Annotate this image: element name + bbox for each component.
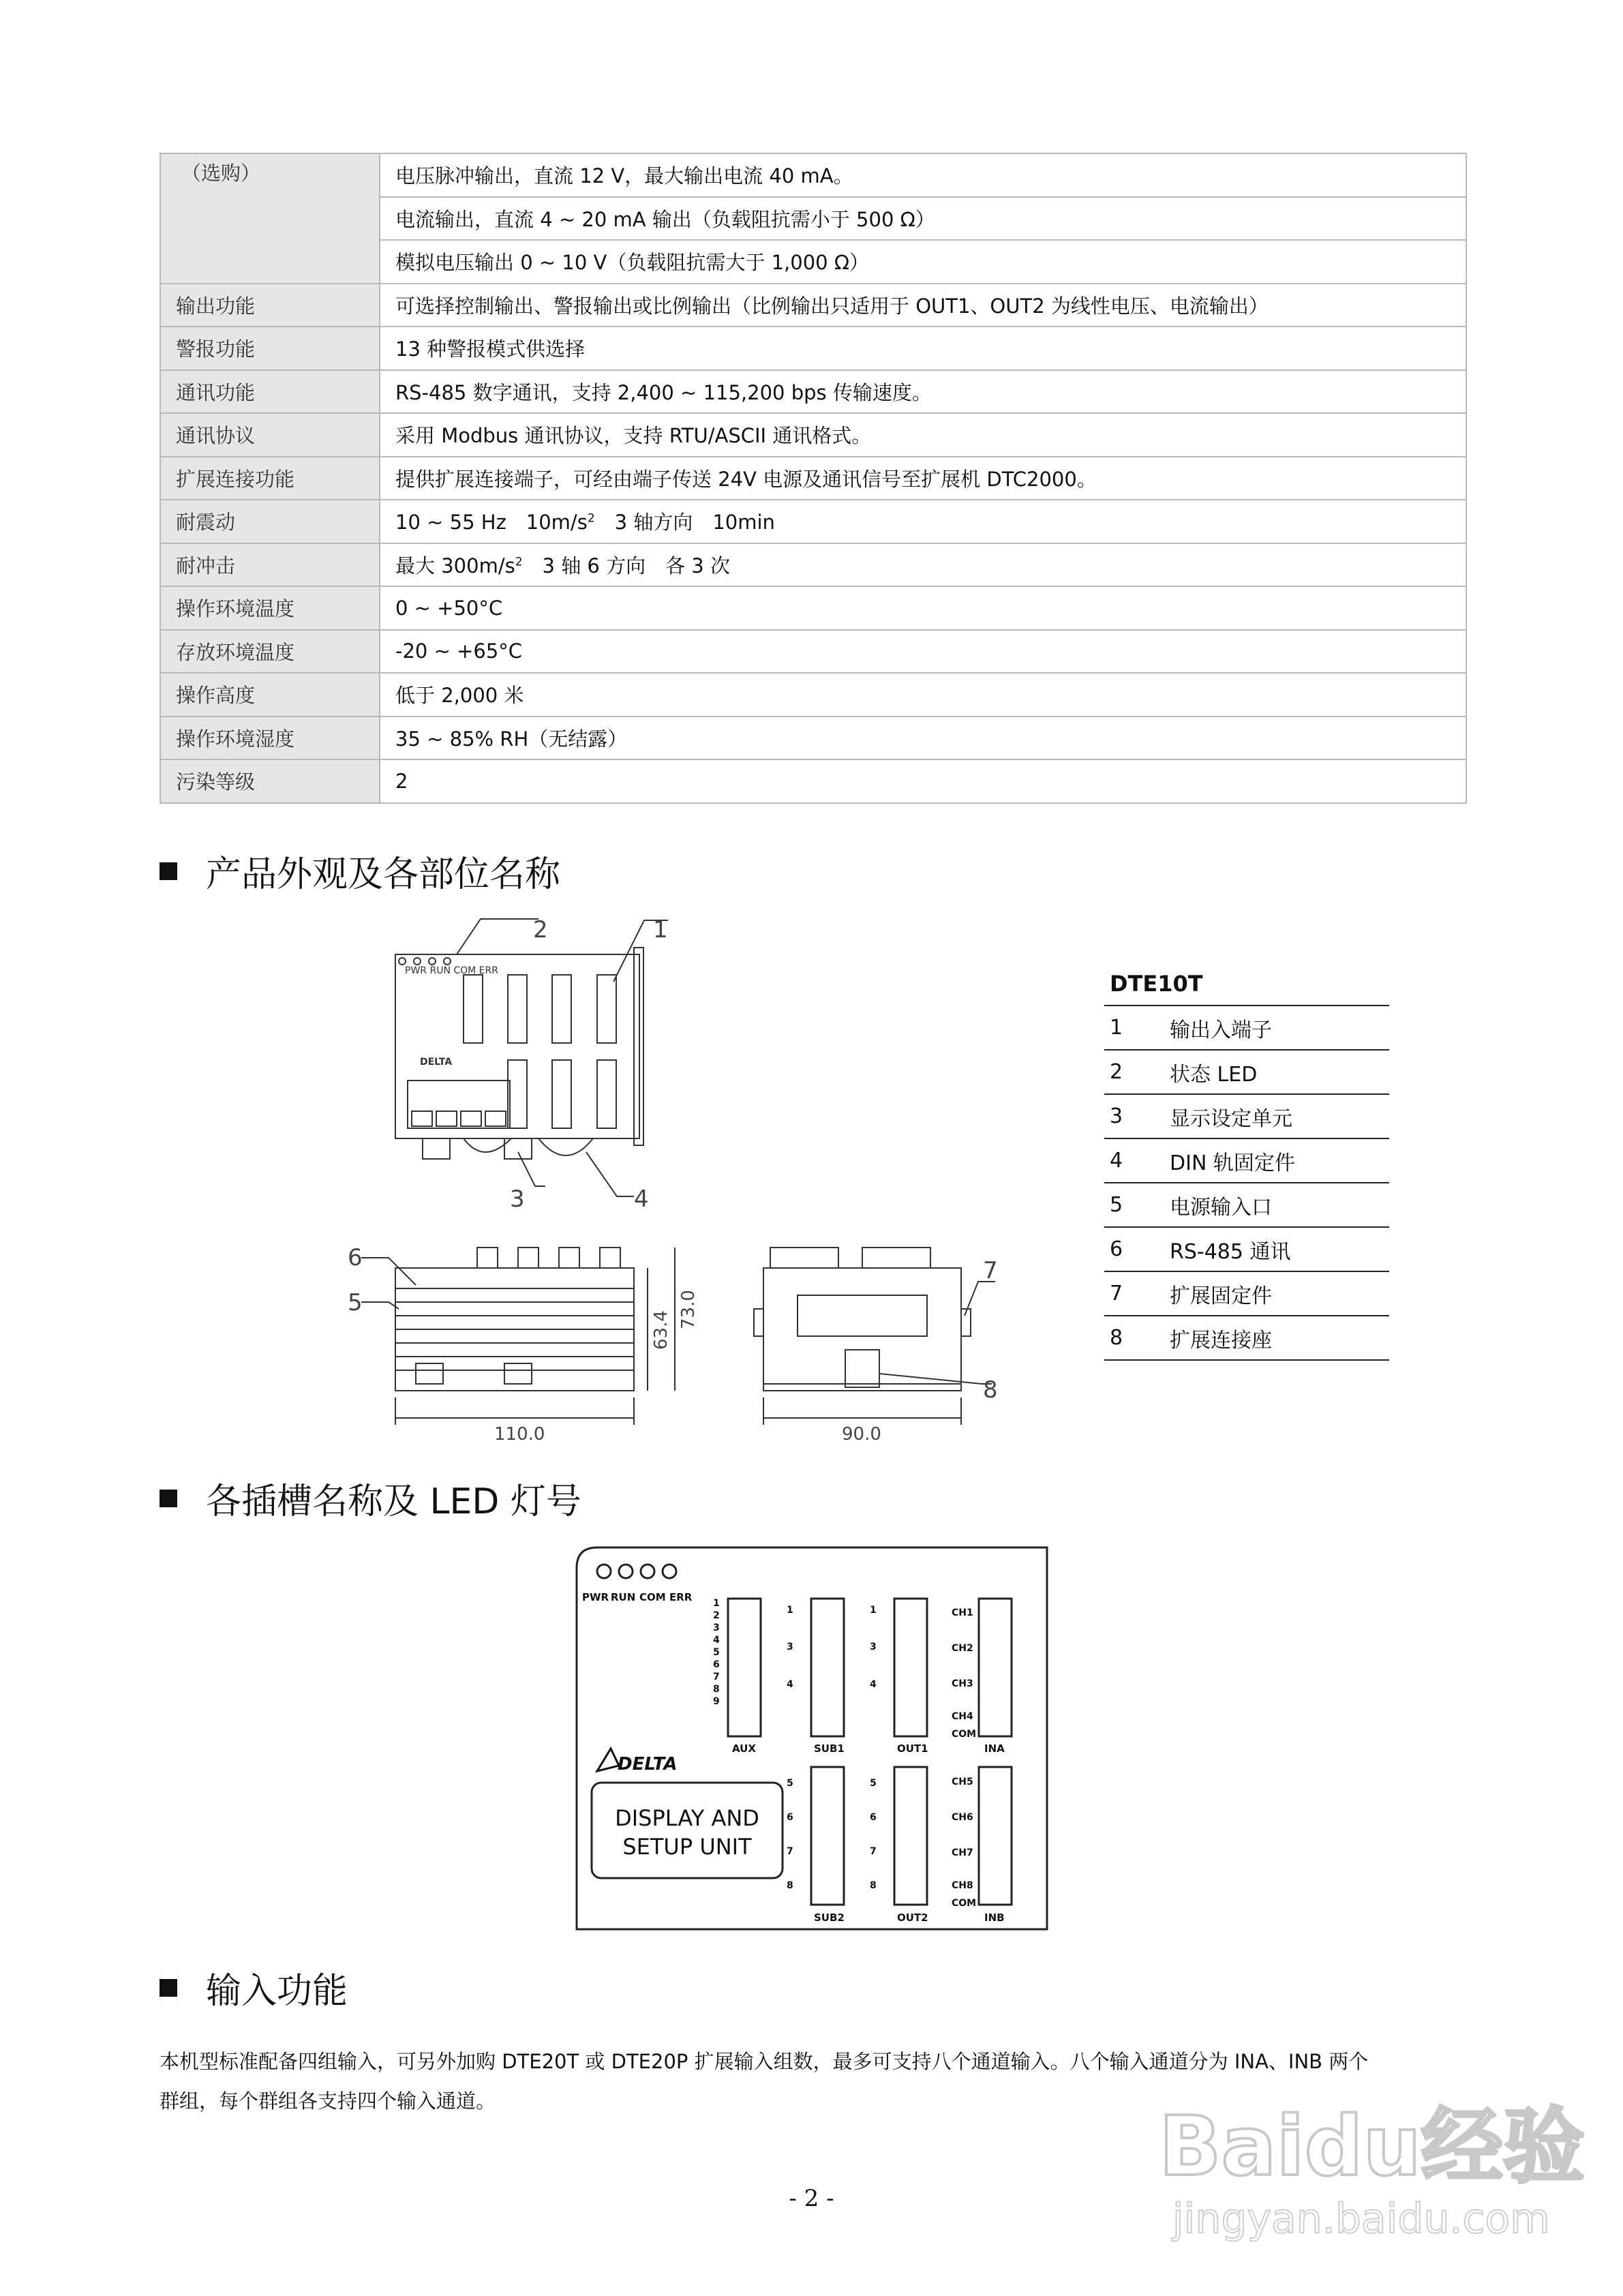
table-row: 1 输出入端子 xyxy=(1104,1006,1389,1050)
table-row: 6 RS-485 通讯 xyxy=(1104,1227,1389,1271)
led-label-com: COM xyxy=(639,1591,666,1603)
svg-text:5: 5 xyxy=(787,1778,793,1789)
table-row xyxy=(160,500,1466,543)
spec-label: 存放环境温度 xyxy=(160,630,380,674)
spec-value: 10 ~ 55 Hz $10m/s^2$ 3 轴方向 10min xyxy=(380,500,1466,543)
spec-value: 13 种警报模式供选择 xyxy=(380,327,1466,370)
led-label-pwr: PWR xyxy=(582,1591,609,1603)
spec-value: 最大 $300m/s^2$ 3 轴 6 方向 各 3 次 xyxy=(380,543,1466,587)
display-unit-label-2: SETUP UNIT xyxy=(622,1834,752,1860)
svg-text:2: 2 xyxy=(713,1610,720,1621)
spec-label: 操作高度 xyxy=(160,673,380,716)
svg-text:5: 5 xyxy=(870,1778,877,1789)
callout-1: 1 xyxy=(653,916,668,943)
spec-label: 通讯协议 xyxy=(160,413,380,457)
svg-text:COM: COM xyxy=(952,1898,977,1909)
slot-label-out1: OUT1 xyxy=(897,1742,928,1755)
table-row xyxy=(160,586,1466,630)
svg-text:7: 7 xyxy=(787,1846,793,1857)
spec-value: 35 ~ 85% RH（无结露） xyxy=(380,716,1466,760)
dimension-height-outer: 73.0 xyxy=(678,1290,699,1329)
spec-label: 输出功能 xyxy=(160,284,380,327)
svg-text:5: 5 xyxy=(713,1647,720,1658)
svg-text:3: 3 xyxy=(787,1642,793,1652)
section-heading-input xyxy=(160,1962,348,2013)
table-row xyxy=(160,543,1466,587)
svg-text:9: 9 xyxy=(713,1696,720,1707)
table-row: 3 显示设定单元 xyxy=(1104,1094,1389,1138)
callout-8: 8 xyxy=(983,1376,998,1404)
device-back-view-drawing xyxy=(743,1227,1002,1445)
table-row xyxy=(160,630,1466,674)
callout-3: 3 xyxy=(510,1185,525,1213)
slot-layout-drawing xyxy=(577,1547,1047,1936)
spec-label: 扩展连接功能 xyxy=(160,457,380,500)
table-row xyxy=(160,413,1466,457)
spec-value: 提供扩展连接端子，可经由端子传送 24V 电源及通讯信号至扩展机 DTC2000。 xyxy=(380,457,1466,500)
display-unit-label-1: DISPLAY AND xyxy=(615,1805,759,1831)
spec-value: RS-485 数字通讯，支持 2,400 ~ 115,200 bps 传输速度。 xyxy=(380,370,1466,414)
table-row xyxy=(160,759,1466,803)
dimension-width-back: 90.0 xyxy=(842,1424,881,1445)
svg-text:CH2: CH2 xyxy=(952,1643,973,1654)
svg-text:8: 8 xyxy=(713,1684,720,1695)
spec-label: 通讯功能 xyxy=(160,370,380,414)
device-side-view-drawing xyxy=(348,1227,716,1445)
callout-6: 6 xyxy=(348,1244,363,1271)
table-row: 8 扩展连接座 xyxy=(1104,1316,1389,1360)
spec-value: 2 xyxy=(380,759,1466,803)
bullet-square-icon xyxy=(160,862,177,880)
svg-text:CH1: CH1 xyxy=(952,1607,973,1618)
spec-value: -20 ~ +65°C xyxy=(380,630,1466,674)
slot-label-sub2: SUB2 xyxy=(814,1912,845,1924)
svg-text:CH3: CH3 xyxy=(952,1678,973,1689)
slot-label-out2: OUT2 xyxy=(897,1912,928,1924)
callout-2: 2 xyxy=(533,916,548,943)
spec-table xyxy=(160,153,1467,804)
svg-text:4: 4 xyxy=(870,1679,877,1690)
callout-4: 4 xyxy=(634,1185,649,1213)
svg-text:COM: COM xyxy=(952,1729,977,1740)
svg-text:7: 7 xyxy=(870,1846,877,1857)
svg-text:6: 6 xyxy=(787,1812,793,1823)
table-row: 4 DIN 轨固定件 xyxy=(1104,1138,1389,1183)
callout-7: 7 xyxy=(983,1257,998,1284)
section-heading-slots xyxy=(160,1472,581,1524)
delta-logo: DELTA xyxy=(618,1754,678,1774)
table-row xyxy=(160,673,1466,716)
slot-label-sub1: SUB1 xyxy=(814,1742,845,1755)
page-number: - 2 - xyxy=(789,2185,834,2212)
svg-text:CH4: CH4 xyxy=(952,1711,973,1722)
spec-value: 模拟电压输出 0 ~ 10 V（负载阻抗需大于 1,000 Ω） xyxy=(380,240,1466,284)
table-row: 7 扩展固定件 xyxy=(1104,1271,1389,1316)
table-row xyxy=(160,327,1466,370)
section-title: 产品外观及各部位名称 xyxy=(206,854,561,895)
spec-label: 操作环境温度 xyxy=(160,586,380,630)
spec-value: 0 ~ +50°C xyxy=(380,586,1466,630)
section-title: 各插槽名称及 LED 灯号 xyxy=(206,1481,581,1522)
table-row xyxy=(160,370,1466,414)
svg-text:4: 4 xyxy=(713,1635,720,1646)
parts-legend-table xyxy=(1104,1005,1389,1361)
table-row xyxy=(160,457,1466,500)
svg-text:6: 6 xyxy=(870,1812,877,1823)
svg-text:8: 8 xyxy=(787,1880,793,1891)
spec-label: 耐冲击 xyxy=(160,543,380,587)
legend-title: DTE10T xyxy=(1110,971,1203,997)
table-row: 2 状态 LED xyxy=(1104,1050,1389,1094)
svg-text:1: 1 xyxy=(713,1598,720,1609)
device-top-view-drawing xyxy=(382,913,668,1213)
spec-label: 污染等级 xyxy=(160,759,380,803)
svg-text:DELTA: DELTA xyxy=(420,1057,453,1068)
svg-text:1: 1 xyxy=(787,1605,793,1616)
led-label-err: ERR xyxy=(669,1591,693,1603)
spec-label: 耐震动 xyxy=(160,500,380,543)
input-function-paragraph: 本机型标准配备四组输入，可另外加购 DTE20T 或 DTE20P 扩展输入组数，最多可支持八个通道输入。八个输入通道分为 INA、INB 两个 群组，每个群组各支持四个输入通道。 xyxy=(160,2050,1369,2113)
section-title: 输入功能 xyxy=(206,1971,348,2012)
spec-value: 电流输出，直流 4 ~ 20 mA 输出（负载阻抗需小于 500 Ω） xyxy=(380,197,1466,241)
svg-text:4: 4 xyxy=(787,1679,793,1690)
table-row: 5 电源输入口 xyxy=(1104,1183,1389,1227)
slot-label-aux: AUX xyxy=(732,1742,756,1755)
svg-text:jingyan.baidu.com: jingyan.baidu.com xyxy=(1172,2195,1550,2243)
section-heading-appearance xyxy=(160,845,560,896)
svg-text:CH7: CH7 xyxy=(952,1847,973,1858)
svg-text:1: 1 xyxy=(870,1605,877,1616)
slot-label-inb: INB xyxy=(984,1912,1005,1924)
baidu-watermark xyxy=(1145,2072,1585,2250)
spec-value: 采用 Modbus 通讯协议，支持 RTU/ASCII 通讯格式。 xyxy=(380,413,1466,457)
spec-value: 低于 2,000 米 xyxy=(380,673,1466,716)
svg-text:Baidu经验: Baidu经验 xyxy=(1159,2100,1585,2194)
bullet-square-icon xyxy=(160,1490,177,1507)
bullet-square-icon xyxy=(160,1979,177,1997)
svg-text:7: 7 xyxy=(713,1672,720,1682)
table-row xyxy=(160,284,1466,327)
svg-text:6: 6 xyxy=(713,1659,720,1670)
table-row xyxy=(160,716,1466,760)
svg-text:PWR RUN COM ERR: PWR RUN COM ERR xyxy=(405,965,498,976)
spec-label: 警报功能 xyxy=(160,327,380,370)
dimension-width-side: 110.0 xyxy=(494,1424,545,1445)
spec-label: 操作环境湿度 xyxy=(160,716,380,760)
spec-value: 电压脉冲输出，直流 12 V，最大输出电流 40 mA。 xyxy=(380,153,1466,197)
svg-text:3: 3 xyxy=(713,1622,720,1633)
spec-value: 可选择控制输出、警报输出或比例输出（比例输出只适用于 OUT1、OUT2 为线性电压、电流输出） xyxy=(380,284,1466,327)
dimension-height-inner: 63.4 xyxy=(651,1310,671,1350)
slot-label-ina: INA xyxy=(984,1742,1005,1755)
table-row xyxy=(160,153,1466,197)
svg-text:8: 8 xyxy=(870,1880,877,1891)
svg-text:CH8: CH8 xyxy=(952,1880,973,1891)
led-label-run: RUN xyxy=(611,1591,636,1603)
spec-label: （选购） xyxy=(160,153,380,284)
svg-text:CH5: CH5 xyxy=(952,1777,973,1787)
callout-5: 5 xyxy=(348,1289,363,1316)
svg-text:3: 3 xyxy=(870,1642,877,1652)
svg-text:CH6: CH6 xyxy=(952,1812,973,1823)
